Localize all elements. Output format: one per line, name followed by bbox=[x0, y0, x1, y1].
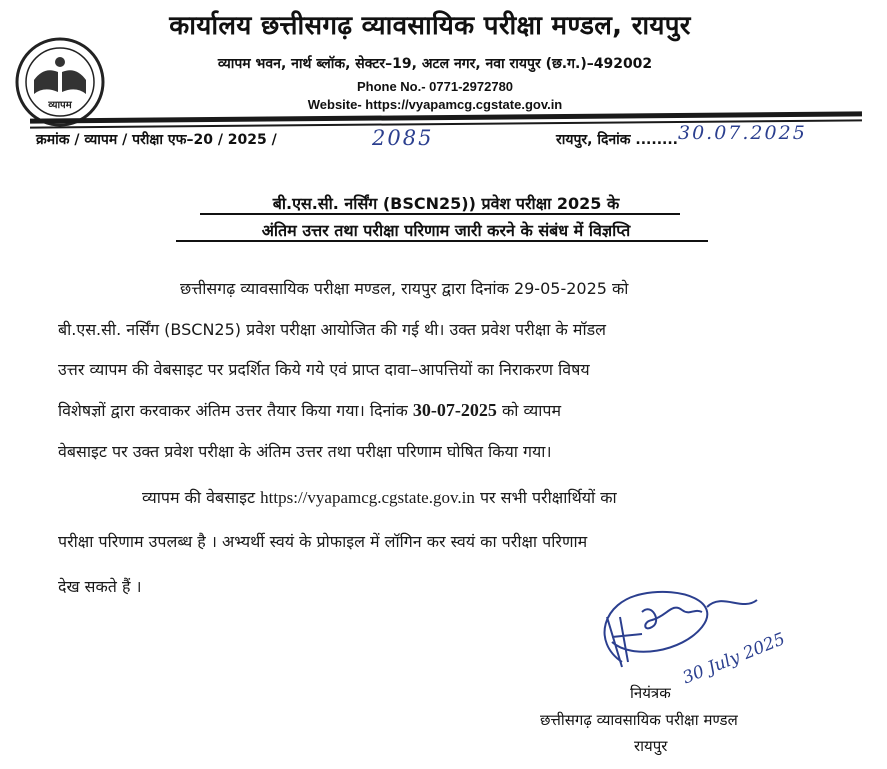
place-date-label: रायपुर, दिनांक ........ bbox=[556, 132, 678, 148]
date-handwritten: 30.07.2025 bbox=[678, 122, 807, 144]
body-paragraph-2-line-3: देख सकते हैं । bbox=[58, 577, 142, 596]
body-paragraph-1-line-2: बी.एस.सी. नर्सिंग (BSCN25) प्रवेश परीक्षा आयोजित की गई थी। उक्त प्रवेश परीक्षा के मॉडल bbox=[58, 320, 607, 339]
body-text: को व्यापम bbox=[502, 401, 562, 420]
signatory-designation: नियंत्रक bbox=[630, 684, 671, 702]
subject-line-1: बी.एस.सी. नर्सिंग (BSCN25)) प्रवेश परीक्षा 2025 के bbox=[272, 194, 620, 213]
reference-number-label: क्रमांक / व्यापम / परीक्षा एफ–20 / 2025 / bbox=[36, 132, 277, 148]
svg-text:व्यापम: व्यापम bbox=[48, 100, 72, 111]
body-text: पर सभी परीक्षार्थियों का bbox=[479, 488, 617, 507]
office-phone: Phone No.- 0771-2972780 bbox=[356, 79, 514, 94]
body-paragraph-1-line-4 bbox=[58, 399, 561, 421]
body-text: व्यापम की वेबसाइट bbox=[142, 488, 256, 507]
body-text: विशेषज्ञों द्वारा करवाकर अंतिम उत्तर तैयार किया गया। दिनांक bbox=[58, 401, 408, 420]
body-paragraph-2-line-1 bbox=[142, 486, 617, 508]
body-paragraph-2-line-2: परीक्षा परिणाम उपलब्ध है । अभ्यर्थी स्वयं के प्रोफाइल में लॉगिन कर स्वयं का परीक्षा परिणाम bbox=[58, 532, 588, 551]
office-title: कार्यालय छत्तीसगढ़ व्यावसायिक परीक्षा मण्डल, रायपुर bbox=[169, 11, 691, 41]
result-date-bold: 30-07-2025 bbox=[412, 400, 497, 420]
vyapam-logo bbox=[14, 36, 106, 128]
signatory-organization: छत्तीसगढ़ व्यावसायिक परीक्षा मण्डल bbox=[540, 711, 738, 729]
website-link[interactable]: https://vyapamcg.cgstate.gov.in bbox=[260, 488, 475, 507]
body-paragraph-1-line-1: छत्तीसगढ़ व्यावसायिक परीक्षा मण्डल, रायपुर द्वारा दिनांक 29-05-2025 को bbox=[180, 279, 629, 298]
office-website: Website- https://vyapamcg.cgstate.gov.in bbox=[307, 97, 563, 112]
body-paragraph-1-line-3: उत्तर व्यापम की वेबसाइट पर प्रदर्शित किये गये एवं प्राप्त दावा–आपत्तियों का निराकरण विषय bbox=[58, 360, 590, 379]
signature-date-handwritten: 30 July 2025 bbox=[679, 629, 788, 689]
subject-underline-2 bbox=[176, 240, 708, 242]
signatory-city: रायपुर bbox=[634, 737, 668, 755]
office-address: व्यापम भवन, नार्थ ब्लॉक, सेक्टर–19, अटल नगर, नवा रायपुर (छ.ग.)–492002 bbox=[217, 56, 653, 72]
handwritten-signature bbox=[582, 572, 812, 692]
subject-line-2: अंतिम उत्तर तथा परीक्षा परिणाम जारी करने के संबंध में विज्ञप्ति bbox=[261, 221, 631, 240]
body-paragraph-1-line-5: वेबसाइट पर उक्त प्रवेश परीक्षा के अंतिम उत्तर तथा परीक्षा परिणाम घोषित किया गया। bbox=[58, 442, 552, 461]
subject-underline-1 bbox=[200, 213, 680, 215]
reference-number-handwritten: 2085 bbox=[372, 126, 434, 150]
